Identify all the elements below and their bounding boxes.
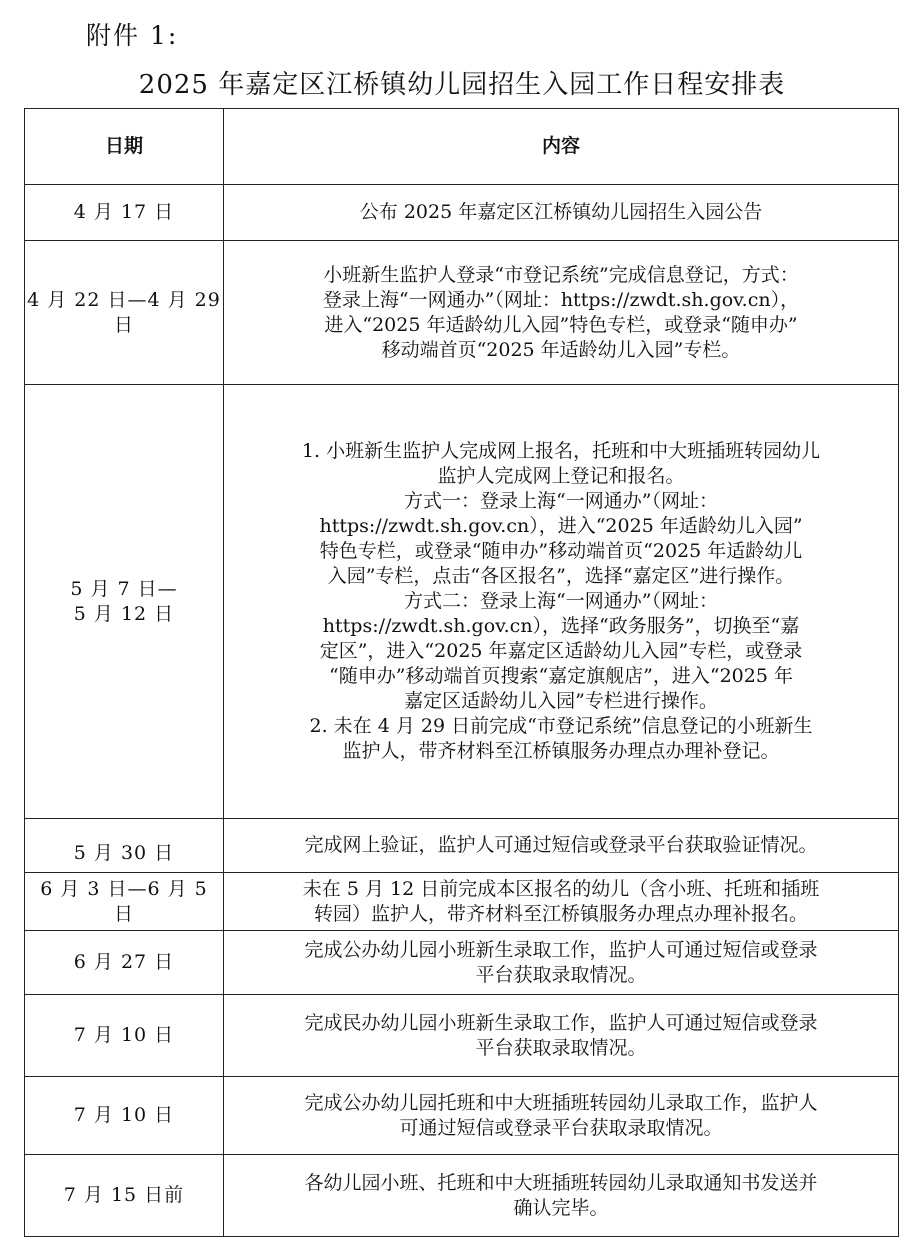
table-row — [25, 185, 899, 241]
date-line: 日 — [113, 313, 134, 336]
date-line: 7 月 10 日 — [73, 1024, 175, 1046]
content-line: https://zwdt.sh.gov.cn），选择“政务服务”，切换至“嘉 — [322, 615, 800, 637]
date-cell — [25, 185, 224, 241]
content-line: 平台获取录取情况。 — [475, 963, 647, 986]
date-cell — [25, 995, 224, 1077]
date-cell — [25, 819, 224, 873]
table-row — [25, 241, 899, 385]
date-line: 5 月 12 日 — [73, 602, 175, 625]
page-title: 2025 年嘉定区江桥镇幼儿园招生入园工作日程安排表 — [138, 70, 786, 100]
table-row — [25, 819, 899, 873]
content-line: 定区”，进入“2025 年嘉定区适龄幼儿入园”专栏，或登录 — [319, 640, 803, 662]
content-line: 进入“2025 年适龄幼儿入园”特色专栏，或登录“随申办” — [324, 313, 798, 336]
date-cell — [25, 931, 224, 995]
table-row — [25, 1155, 899, 1237]
date-cell — [25, 1077, 224, 1155]
content-line: 监护人完成网上登记和报名。 — [437, 465, 685, 487]
content-line: 完成公办幼儿园托班和中大班插班转园幼儿录取工作，监护人 — [304, 1091, 818, 1114]
content-line: 可通过短信或登录平台获取录取情况。 — [399, 1116, 723, 1139]
content-line: 确认完毕。 — [513, 1196, 609, 1219]
date-line: 日 — [113, 902, 134, 925]
header-date: 日期 — [25, 109, 224, 185]
content-cell — [224, 819, 899, 873]
date-cell — [25, 385, 224, 819]
table-row — [25, 1077, 899, 1155]
schedule-table — [24, 108, 899, 1237]
content-line: 转园）监护人，带齐材料至江桥镇服务办理点办理补报名。 — [313, 902, 808, 925]
content-cell — [224, 931, 899, 995]
date-cell — [25, 241, 224, 385]
content-line: 1. 小班新生监护人完成网上报名，托班和中大班插班转园幼儿 — [301, 440, 821, 462]
date-cell — [25, 873, 224, 931]
content-line: 监护人，带齐材料至江桥镇服务办理点办理补登记。 — [342, 740, 780, 762]
content-line: 平台获取录取情况。 — [475, 1036, 647, 1059]
date-line: 5 月 7 日— — [70, 577, 178, 600]
content-line: 特色专栏，或登录“随申办”移动端首页“2025 年适龄幼儿 — [319, 540, 803, 562]
content-cell — [224, 241, 899, 385]
content-line: 公布 2025 年嘉定区江桥镇幼儿园招生入园公告 — [359, 201, 763, 223]
date-line: 4 月 17 日 — [73, 201, 175, 223]
content-cell — [224, 385, 899, 819]
content-line: 移动端首页“2025 年适龄幼儿入园”专栏。 — [381, 338, 741, 361]
content-line: 嘉定区适龄幼儿入园”专栏进行操作。 — [404, 690, 718, 712]
content-cell — [224, 185, 899, 241]
table-row — [25, 385, 899, 819]
table-row — [25, 931, 899, 995]
table-row — [25, 995, 899, 1077]
date-line: 5 月 30 日 — [73, 842, 175, 864]
content-line: “随申办”移动端首页搜索“嘉定旗舰店”，进入“2025 年 — [329, 665, 793, 687]
content-line: 方式二：登录上海“一网通办”（网址： — [404, 590, 718, 612]
date-cell — [25, 1155, 224, 1237]
date-line: 7 月 10 日 — [73, 1104, 175, 1126]
date-line: 4 月 22 日—4 月 29 — [27, 288, 221, 311]
content-cell — [224, 995, 899, 1077]
content-line: 各幼儿园小班、托班和中大班插班转园幼儿录取通知书发送并 — [304, 1171, 818, 1194]
content-cell — [224, 873, 899, 931]
content-line: 登录上海“一网通办”（网址：https://zwdt.sh.gov.cn）， — [322, 288, 800, 311]
attachment-label: 附件 1: — [86, 21, 179, 50]
header-content: 内容 — [224, 109, 899, 185]
date-line: 6 月 27 日 — [73, 951, 175, 973]
content-line: 完成公办幼儿园小班新生录取工作，监护人可通过短信或登录 — [304, 938, 818, 961]
content-cell — [224, 1077, 899, 1155]
content-line: 未在 5 月 12 日前完成本区报名的幼儿（含小班、托班和插班 — [302, 877, 820, 900]
content-cell — [224, 1155, 899, 1237]
content-line: 完成民办幼儿园小班新生录取工作，监护人可通过短信或登录 — [304, 1011, 818, 1034]
date-line: 6 月 3 日—6 月 5 — [40, 877, 208, 900]
content-line: 小班新生监护人登录“市登记系统”完成信息登记，方式： — [323, 263, 799, 286]
content-line: 完成网上验证，监护人可通过短信或登录平台获取验证情况。 — [304, 834, 818, 856]
date-line: 7 月 15 日前 — [63, 1184, 185, 1206]
table-row — [25, 873, 899, 931]
content-line: 入园”专栏，点击“各区报名”，选择“嘉定区”进行操作。 — [327, 565, 795, 587]
content-line: 方式一：登录上海“一网通办”（网址： — [404, 490, 718, 512]
content-line: 2. 未在 4 月 29 日前完成“市登记系统”信息登记的小班新生 — [309, 715, 813, 737]
content-line: https://zwdt.sh.gov.cn），进入“2025 年适龄幼儿入园” — [319, 515, 803, 537]
table-header-row — [25, 109, 899, 185]
